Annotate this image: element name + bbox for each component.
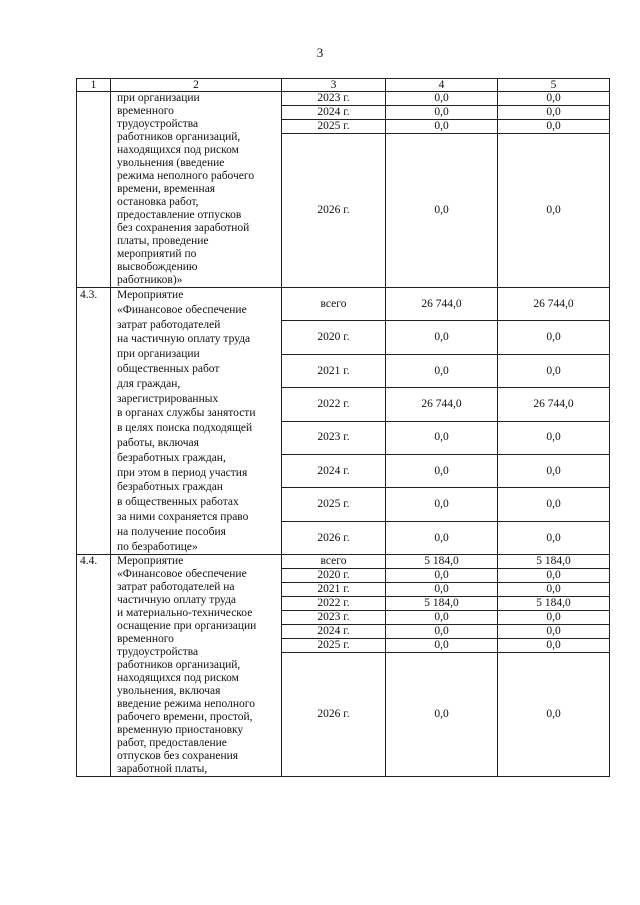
value-cell: 0,0	[498, 421, 610, 454]
value-cell: 5 184,0	[498, 597, 610, 611]
value-cell: 0,0	[386, 625, 498, 639]
value-cell: 0,0	[498, 625, 610, 639]
year-cell: 2025 г.	[282, 120, 386, 134]
item-description: Мероприятие «Финансовое обеспечение затрат работодателей на частичную оплату труда и материально-техническое оснащение при организации временного трудоустройства работников организаций, находящихся под риском увольнения, включая введение режима неполного рабочего времени, простой, временную приостановку работ, предоставление отпусков без сохранения заработной платы,	[111, 555, 282, 777]
item-number-cell	[77, 92, 111, 288]
value-cell: 0,0	[498, 521, 610, 555]
header-col-2: 2	[111, 79, 282, 92]
value-cell: 0,0	[386, 488, 498, 521]
header-col-3: 3	[282, 79, 386, 92]
year-cell: 2020 г.	[282, 321, 386, 354]
value-cell: 0,0	[498, 106, 610, 120]
value-cell: 0,0	[386, 583, 498, 597]
value-cell: 5 184,0	[386, 555, 498, 569]
value-cell: 0,0	[386, 134, 498, 288]
value-cell: 0,0	[498, 639, 610, 653]
year-cell: 2023 г.	[282, 611, 386, 625]
value-cell: 0,0	[386, 120, 498, 134]
program-table	[76, 78, 610, 777]
year-cell: 2022 г.	[282, 388, 386, 421]
year-cell: 2020 г.	[282, 569, 386, 583]
value-cell: 0,0	[386, 106, 498, 120]
header-col-5: 5	[498, 79, 610, 92]
value-cell: 5 184,0	[386, 597, 498, 611]
value-cell: 0,0	[386, 321, 498, 354]
year-cell: 2023 г.	[282, 421, 386, 454]
value-cell: 0,0	[386, 611, 498, 625]
value-cell: 26 744,0	[498, 388, 610, 421]
table-row	[77, 288, 610, 321]
table-row	[77, 92, 610, 106]
value-cell: 0,0	[498, 354, 610, 387]
value-cell: 0,0	[498, 134, 610, 288]
year-cell: 2021 г.	[282, 354, 386, 387]
item-description: при организации временного трудоустройства работников организаций, находящихся под риском увольнения (введение режима неполного рабочего времени, временная остановка работ, предоставление отпусков без сохранения заработной платы, проведение мероприятий по высвобождению работников)»	[111, 92, 282, 288]
value-cell: 26 744,0	[386, 388, 498, 421]
year-cell: 2022 г.	[282, 597, 386, 611]
year-cell: 2021 г.	[282, 583, 386, 597]
year-cell: 2026 г.	[282, 653, 386, 777]
table-row	[77, 555, 610, 569]
value-cell: 0,0	[386, 92, 498, 106]
value-cell: 0,0	[498, 120, 610, 134]
header-col-1: 1	[77, 79, 111, 92]
year-cell: 2023 г.	[282, 92, 386, 106]
value-cell: 26 744,0	[498, 288, 610, 321]
year-cell: 2025 г.	[282, 639, 386, 653]
year-cell: 2026 г.	[282, 521, 386, 555]
value-cell: 26 744,0	[386, 288, 498, 321]
value-cell: 0,0	[498, 569, 610, 583]
year-cell: 2024 г.	[282, 625, 386, 639]
value-cell: 0,0	[386, 421, 498, 454]
year-cell: 2026 г.	[282, 134, 386, 288]
header-col-4: 4	[386, 79, 498, 92]
value-cell: 0,0	[386, 639, 498, 653]
value-cell: 0,0	[386, 455, 498, 488]
item-number: 4.3.	[77, 288, 111, 555]
value-cell: 0,0	[498, 455, 610, 488]
value-cell: 0,0	[386, 521, 498, 555]
value-cell: 0,0	[498, 92, 610, 106]
year-cell: 2024 г.	[282, 106, 386, 120]
value-cell: 0,0	[498, 583, 610, 597]
value-cell: 0,0	[498, 611, 610, 625]
item-number: 4.4.	[77, 555, 111, 777]
value-cell: 0,0	[386, 653, 498, 777]
value-cell: 0,0	[498, 653, 610, 777]
value-cell: 0,0	[386, 354, 498, 387]
value-cell: 0,0	[498, 488, 610, 521]
page-number: 3	[316, 45, 324, 60]
value-cell: 5 184,0	[498, 555, 610, 569]
item-description: Мероприятие «Финансовое обеспечение затрат работодателей на частичную оплату труда при организации общественных работ для граждан, зарегистрированных в органах службы занятости в целях поиска подходящей работы, включая безработных граждан, при этом в период участия безработных граждан в общественных работах за ними сохраняется право на получение пособия по безработице»	[111, 288, 282, 555]
value-cell: 0,0	[498, 321, 610, 354]
year-cell: 2024 г.	[282, 455, 386, 488]
year-cell: всего	[282, 288, 386, 321]
table-header-row	[77, 79, 610, 92]
year-cell: всего	[282, 555, 386, 569]
value-cell: 0,0	[386, 569, 498, 583]
year-cell: 2025 г.	[282, 488, 386, 521]
